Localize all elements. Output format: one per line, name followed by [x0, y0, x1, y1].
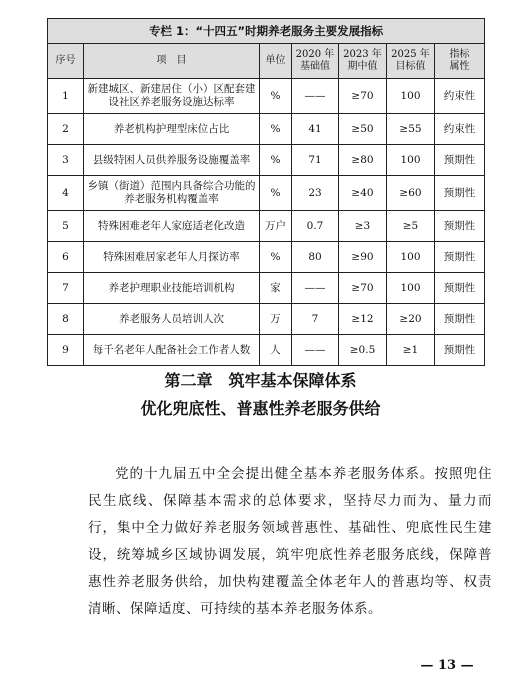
cell-attr: 预期性: [435, 304, 485, 335]
header-target-line1: 2025 年: [391, 49, 430, 60]
cell-mid: ≥90: [339, 242, 387, 273]
cell-base: 7: [292, 304, 339, 335]
cell-target: 100: [387, 145, 435, 176]
cell-mid: ≥12: [339, 304, 387, 335]
header-attr: [435, 44, 485, 79]
cell-no: 7: [48, 273, 84, 304]
cell-unit: 万户: [260, 211, 292, 242]
cell-no: 6: [48, 242, 84, 273]
cell-unit: %: [260, 79, 292, 114]
cell-item: 养老护理职业技能培训机构: [84, 273, 260, 304]
header-unit: 单位: [260, 44, 292, 79]
chapter-title: 第二章 筑牢基本保障体系: [164, 371, 357, 390]
cell-attr: 预期性: [435, 176, 485, 211]
table-row: [48, 211, 485, 242]
cell-attr: 预期性: [435, 242, 485, 273]
table-row: [48, 145, 485, 176]
cell-attr: 预期性: [435, 335, 485, 366]
header-target-line2: 目标值: [395, 61, 426, 72]
cell-attr: 预期性: [435, 145, 485, 176]
header-base-line1: 2020 年: [295, 49, 335, 60]
header-attr-line2: 属性: [449, 61, 470, 72]
cell-target: ≥1: [387, 335, 435, 366]
header-item: 项 目: [84, 44, 260, 79]
header-mid-line2: 期中值: [347, 61, 378, 72]
cell-mid: ≥70: [339, 273, 387, 304]
cell-mid: ≥50: [339, 114, 387, 145]
cell-unit: 万: [260, 304, 292, 335]
header-mid-line1: 2023 年: [343, 49, 382, 60]
cell-unit: %: [260, 114, 292, 145]
cell-target: 100: [387, 79, 435, 114]
cell-no: 1: [48, 79, 84, 114]
table-row: [48, 335, 485, 366]
table-row: [48, 176, 485, 211]
table-row: [48, 114, 485, 145]
page-number: — 13 —: [420, 658, 474, 673]
table-caption-row: [48, 19, 485, 44]
cell-item: 特殊困难居家老年人月探访率: [84, 242, 260, 273]
header-attr-line1: 指标: [449, 49, 470, 60]
cell-mid: ≥3: [339, 211, 387, 242]
table-row: [48, 242, 485, 273]
cell-item: 特殊困难老年人家庭适老化改造: [84, 211, 260, 242]
cell-target: ≥55: [387, 114, 435, 145]
cell-item: 养老机构护理型床位占比: [84, 114, 260, 145]
table-row: [48, 304, 485, 335]
cell-target: ≥5: [387, 211, 435, 242]
cell-attr: 预期性: [435, 211, 485, 242]
table-caption: 专栏 1：“十四五”时期养老服务主要发展指标: [48, 19, 485, 44]
table-row: [48, 79, 485, 114]
header-base: [292, 44, 339, 79]
cell-unit: 家: [260, 273, 292, 304]
indicators-table: [47, 18, 485, 366]
cell-item: 每千名老年人配备社会工作者人数: [84, 335, 260, 366]
cell-base: 80: [292, 242, 339, 273]
cell-no: 8: [48, 304, 84, 335]
cell-attr: 约束性: [435, 79, 485, 114]
cell-item: 乡镇（街道）范围内具备综合功能的养老服务机构覆盖率: [84, 176, 260, 211]
cell-target: ≥20: [387, 304, 435, 335]
cell-item: 养老服务人员培训人次: [84, 304, 260, 335]
header-base-line2: 基础值: [300, 61, 330, 72]
cell-no: 2: [48, 114, 84, 145]
table-header-row: [48, 44, 485, 79]
cell-base: 41: [292, 114, 339, 145]
cell-base: ——: [292, 273, 339, 304]
cell-attr: 预期性: [435, 273, 485, 304]
cell-base: 0.7: [292, 211, 339, 242]
header-mid: [339, 44, 387, 79]
cell-base: 23: [292, 176, 339, 211]
cell-target: 100: [387, 242, 435, 273]
cell-base: ——: [292, 335, 339, 366]
cell-mid: ≥40: [339, 176, 387, 211]
header-no: 序号: [48, 44, 84, 79]
cell-unit: %: [260, 176, 292, 211]
cell-unit: %: [260, 145, 292, 176]
cell-no: 9: [48, 335, 84, 366]
cell-item: 县级特困人员供养服务设施覆盖率: [84, 145, 260, 176]
cell-mid: ≥70: [339, 79, 387, 114]
cell-target: 100: [387, 273, 435, 304]
cell-base: ——: [292, 79, 339, 114]
cell-unit: %: [260, 242, 292, 273]
cell-mid: ≥80: [339, 145, 387, 176]
chapter-subtitle: 优化兜底性、普惠性养老服务供给: [140, 399, 381, 418]
cell-mid: ≥0.5: [339, 335, 387, 366]
cell-attr: 约束性: [435, 114, 485, 145]
table-row: [48, 273, 485, 304]
cell-item: 新建城区、新建居住（小）区配套建设社区养老服务设施达标率: [84, 79, 260, 114]
cell-no: 4: [48, 176, 84, 211]
cell-no: 3: [48, 145, 84, 176]
cell-no: 5: [48, 211, 84, 242]
cell-base: 71: [292, 145, 339, 176]
cell-unit: 人: [260, 335, 292, 366]
body-paragraph: 党的十九届五中全会提出健全基本养老服务体系。按照兜住民生底线、保障基本需求的总体要求，坚持尽力而为、量力而行，集中全力做好养老服务领域普惠性、基础性、兜底性民生建设，统筹城乡区域协调发展，筑牢兜底性养老服务底线，保障普惠性养老服务供给，加快构建覆盖全体老年人的普惠均等、权责清晰、保障适度、可持续的基本养老服务体系。: [88, 465, 492, 617]
header-target: [387, 44, 435, 79]
cell-target: ≥60: [387, 176, 435, 211]
